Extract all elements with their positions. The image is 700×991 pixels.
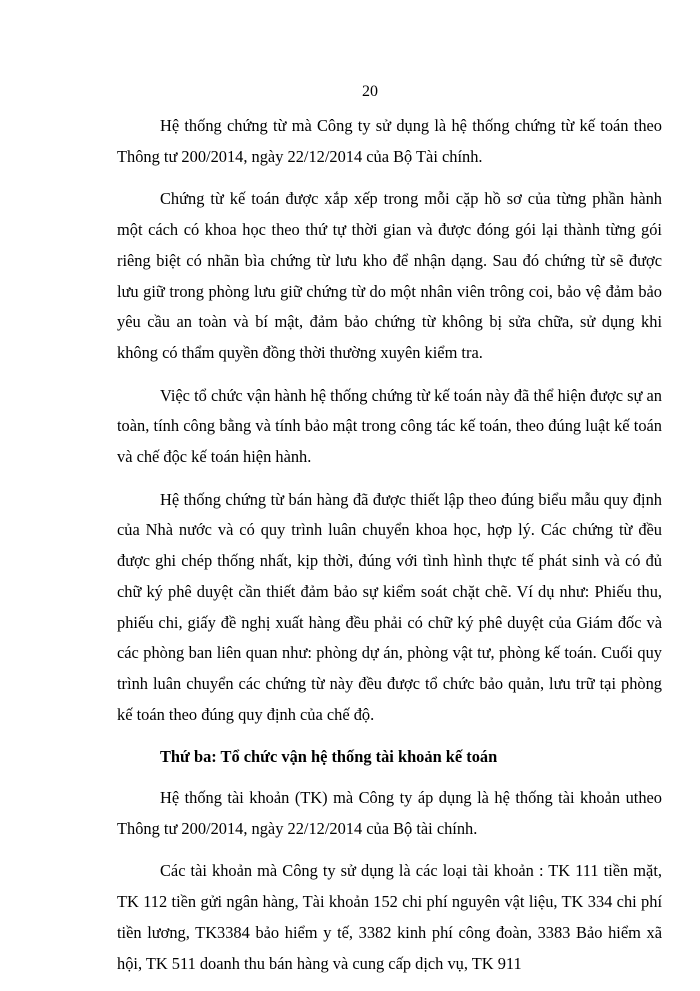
- section-heading: Thứ ba: Tổ chức vận hệ thống tài khoản kế toán: [160, 747, 498, 767]
- paragraph: Hệ thống tài khoản (TK) mà Công ty áp dụng là hệ thống tài khoản utheo Thông tư 200/2014, ngày 22/12/2014 của Bộ tài chính.: [117, 788, 662, 838]
- paragraph: Hệ thống chứng từ mà Công ty sử dụng là hệ thống chứng từ kế toán theo Thông tư 200/2014, ngày 22/12/2014 của Bộ Tài chính.: [117, 116, 662, 166]
- paragraph: Hệ thống chứng từ bán hàng đã được thiết lập theo đúng biểu mẫu quy định của Nhà nước và có quy trình luân chuyển khoa học, hợp lý. Các chứng từ đều được ghi chép thống nhất, kịp thời, đúng với tình hình thực tế phát sinh và có đủ chữ ký phê duyệt cần thiết đảm bảo sự kiểm soát chặt chẽ. Ví dụ như: Phiếu thu, phiếu chi, giấy đề nghị xuất hàng đều phải có chữ ký phê duyệt của Giám đốc và các phòng ban liên quan như: phòng dự án, phòng vật tư, phòng kế toán. Cuối quy trình luân chuyển các chứng từ này đều được tổ chức bảo quản, lưu trữ tại phòng kế toán theo đúng quy định của chế độ.: [117, 489, 662, 724]
- paragraph: Chứng từ kế toán được xắp xếp trong mỗi cặp hồ sơ của từng phần hành một cách có khoa học theo thứ tự thời gian và được đóng gói lại thành từng gói riêng biệt có nhãn bìa chứng từ lưu kho để nhận dạng. Sau đó chứng từ sẽ được lưu giữ trong phòng lưu giữ chứng từ do một nhân viên trông coi, bảo vệ đảm bảo yêu cầu an toàn và bí mật, đảm bảo chứng từ không bị sửa chữa, sử dụng khi không có thẩm quyền đồng thời thường xuyên kiểm tra.: [117, 189, 662, 362]
- paragraph: Các tài khoản mà Công ty sử dụng là các loại tài khoản : TK 111 tiền mặt, TK 112 tiền gửi ngân hàng, Tài khoản 152 chi phí nguyên vật liệu, TK 334 chi phí tiền lương, TK3384 bảo hiểm y tế, 3382 kinh phí công đoàn, 3383 Bảo hiểm xã hội, TK 511 doanh thu bán hàng và cung cấp dịch vụ, TK 911: [117, 861, 662, 973]
- paragraph: Việc tổ chức vận hành hệ thống chứng từ kế toán này đã thể hiện được sự an toàn, tính công bằng và tính bảo mật trong công tác kế toán, theo đúng luật kế toán và chế độc kế toán hiện hành.: [117, 385, 662, 467]
- document-body: [117, 111, 662, 991]
- page-number: 20: [362, 83, 378, 100]
